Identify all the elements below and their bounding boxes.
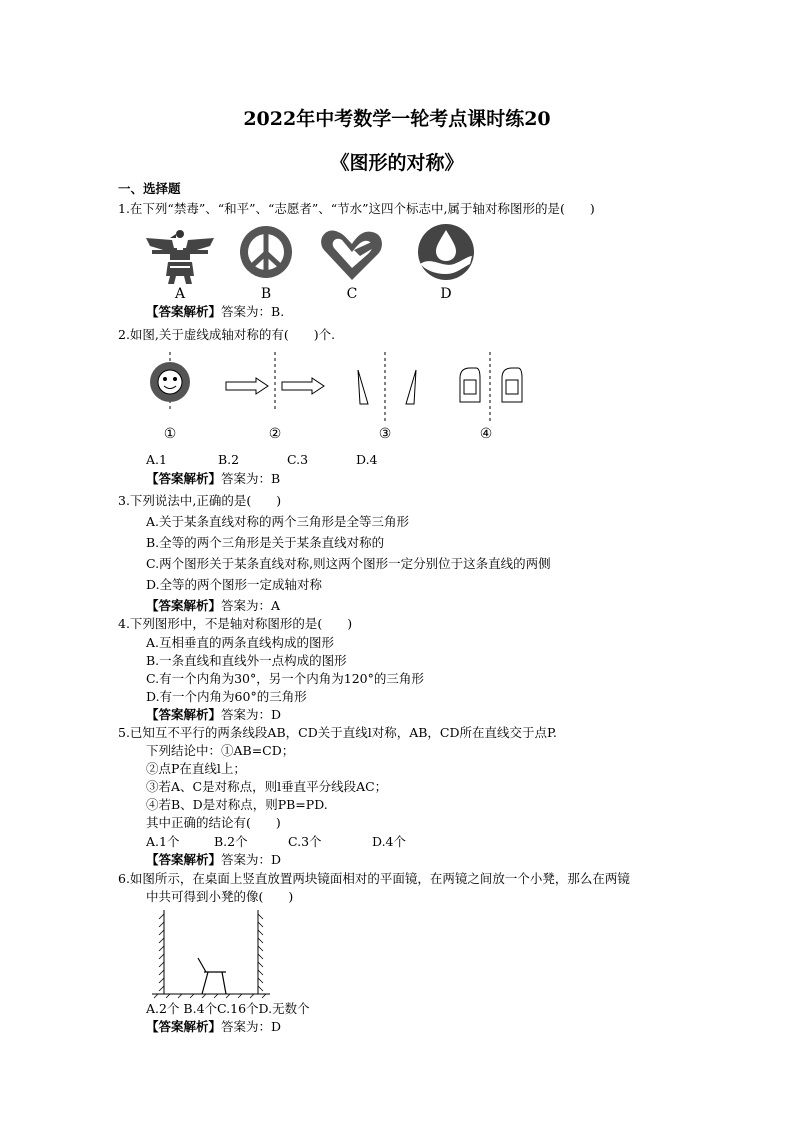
q1-stem: 1.在下列“禁毒”、“和平”、“志愿者”、“节水”这四个标志中,属于轴对称图形的是( )	[118, 201, 595, 216]
q3-analysis-tag: 【答案解析】	[146, 598, 222, 613]
q3-option-c: C.两个图形关于某条直线对称,则这两个图形一定分别位于这条直线的两侧	[146, 556, 551, 571]
q5-line-3: ③若A、C是对称点，则l垂直平分线段AC；	[146, 779, 388, 794]
logo-d-label: D	[440, 286, 452, 302]
q4-option-b: B.一条直线和直线外一点构成的图形	[146, 653, 347, 668]
figure-2-arrows-icon	[226, 352, 324, 412]
q2-option-b: B.2	[218, 452, 240, 467]
q5-option-b: B.2个	[214, 834, 248, 849]
q6-options: A.2个 B.4个C.16个D.无数个	[146, 1001, 310, 1016]
figure-1-face-icon	[150, 352, 190, 412]
left-mirror-icon	[159, 910, 164, 994]
figure-2-label: ②	[268, 426, 282, 442]
q6-analysis-tag: 【答案解析】	[146, 1019, 222, 1034]
q5-line-5: 其中正确的结论有( )	[146, 815, 281, 830]
q3-answer	[146, 597, 280, 615]
q2-analysis-tag: 【答案解析】	[146, 471, 222, 486]
q4-analysis-tag: 【答案解析】	[146, 707, 222, 722]
q1-answer	[146, 303, 284, 321]
q6-mirrors-figure	[148, 906, 274, 998]
q5-answer	[146, 851, 281, 869]
q4-stem: 4.下列图形中，不是轴对称图形的是( )	[118, 616, 353, 631]
q3-stem: 3.下列说法中,正确的是( )	[118, 493, 282, 508]
q4-answer-text: 答案为：D	[221, 707, 282, 722]
logo-c-label: C	[346, 286, 358, 302]
q1-answer-text: 答案为：B.	[221, 304, 285, 319]
q2-symmetry-figure	[140, 352, 560, 448]
figure-4-tombstones-icon	[460, 352, 522, 422]
q5-answer-text: 答案为：D	[221, 852, 282, 867]
table-surface-icon	[152, 994, 270, 998]
q5-line-4: ④若B、D是对称点，则PB=PD.	[146, 797, 328, 812]
q3-option-d: D.全等的两个图形一定成轴对称	[146, 577, 323, 592]
figure-3-label: ③	[378, 426, 392, 442]
q3-option-a: A.关于某条直线对称的两个三角形是全等三角形	[146, 514, 410, 529]
q2-stem: 2.如图,关于虚线成轴对称的有( )个.	[118, 327, 336, 342]
logo-a-bird-icon	[146, 230, 214, 284]
q3-answer-text: 答案为：A	[221, 598, 281, 613]
q6-answer	[146, 1018, 281, 1036]
q2-option-a: A.1	[146, 452, 167, 467]
q5-line-1: 下列结论中：①AB=CD；	[146, 743, 295, 758]
q4-answer	[146, 706, 281, 724]
q5-line-2: ②点P在直线l上；	[146, 761, 246, 776]
q1-analysis-tag: 【答案解析】	[146, 304, 222, 319]
right-mirror-icon	[258, 910, 263, 994]
q3-option-b: B.全等的两个三角形是关于某条直线对称的	[146, 535, 385, 550]
q5-stem: 5.已知互不平行的两条线段AB，CD关于直线l对称，AB，CD所在直线交于点P.	[118, 725, 557, 740]
page-title: 2022年中考数学一轮考点课时练20	[243, 108, 551, 130]
figure-4-label: ④	[479, 426, 493, 442]
q5-option-d: D.4个	[372, 834, 407, 849]
page-subtitle: 《图形的对称》	[330, 152, 464, 174]
figure-1-label: ①	[163, 426, 177, 442]
q5-option-c: C.3个	[288, 834, 322, 849]
section-heading: 一、选择题	[118, 181, 181, 196]
q6-stem: 6.如图所示，在桌面上竖直放置两块镜面相对的平面镜，在两镜之间放一个小凳，那么在两镜	[118, 871, 630, 886]
logo-b-label: B	[260, 286, 272, 302]
logo-d-water-drop-icon	[418, 224, 474, 280]
stool-icon	[198, 958, 226, 994]
q4-option-c: C.有一个内角为30°，另一个内角为120°的三角形	[146, 671, 424, 686]
q2-answer-text: 答案为：B	[221, 471, 281, 486]
q6-answer-text: 答案为：D	[221, 1019, 282, 1034]
q1-logos-figure	[140, 220, 490, 305]
logo-c-heart-hand-icon	[321, 231, 382, 280]
q2-option-c: C.3	[287, 452, 309, 467]
q2-option-d: D.4	[356, 452, 378, 467]
q4-option-d: D.有一个内角为60°的三角形	[146, 689, 307, 704]
q6-stem-2: 中共可得到小凳的像( )	[146, 889, 294, 904]
q4-option-a: A.互相垂直的两条直线构成的图形	[146, 635, 335, 650]
q5-analysis-tag: 【答案解析】	[146, 852, 222, 867]
logo-b-peace-icon	[240, 226, 292, 278]
q5-option-a: A.1个	[146, 834, 180, 849]
logo-a-label: A	[174, 286, 186, 302]
q2-answer	[146, 470, 280, 488]
figure-3-triangles-icon	[358, 352, 416, 422]
